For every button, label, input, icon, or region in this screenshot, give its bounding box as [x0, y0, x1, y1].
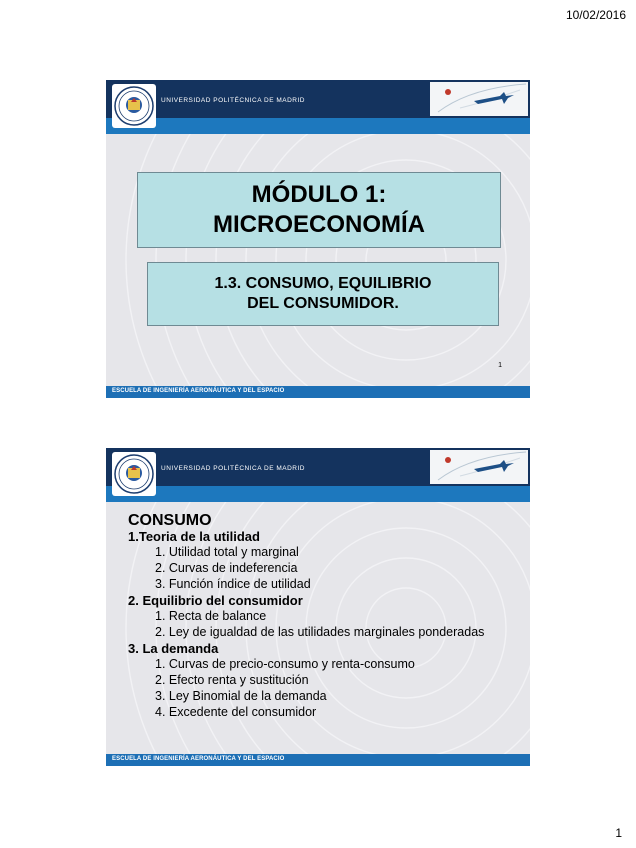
upm-logo-icon — [112, 84, 156, 128]
title-box — [137, 172, 501, 248]
sub-list — [128, 609, 508, 639]
slide-2 — [106, 448, 530, 766]
slide-footer — [106, 754, 530, 766]
slide-number: 1 — [498, 362, 502, 369]
slide-1 — [106, 80, 530, 398]
list-item: 1. Recta de balance — [155, 609, 267, 623]
university-name: UNIVERSIDAD POLITÉCNICA DE MADRID — [161, 465, 305, 472]
list-item: 1. Utilidad total y marginal — [155, 545, 299, 559]
page-date: 10/02/2016 — [565, 8, 626, 22]
list-item: 2. Ley de igualdad de las utilidades marginales ponderadas — [155, 625, 485, 639]
section-title: 1.Teoria de la utilidad — [128, 529, 260, 544]
section-title: 3. La demanda — [128, 641, 219, 656]
airplane-icon — [430, 450, 528, 484]
list-item: 3. Ley Binomial de la demanda — [155, 689, 327, 703]
list-item: 2. Curvas de indeferencia — [155, 561, 298, 575]
slide-content — [128, 512, 508, 721]
slide-footer — [106, 386, 530, 398]
sub-list — [128, 545, 508, 591]
content-heading: CONSUMO — [128, 512, 212, 529]
university-name: UNIVERSIDAD POLITÉCNICA DE MADRID — [161, 97, 305, 104]
page-number: 1 — [615, 826, 622, 840]
header-stripe — [106, 486, 530, 502]
slide-subtitle: 1.3. CONSUMO, EQUILIBRIO DEL CONSUMIDOR. — [214, 275, 432, 312]
school-name: ESCUELA DE INGENIERÍA AERONÁUTICA Y DEL ESPACIO — [112, 756, 285, 762]
section-title: 2. Equilibrio del consumidor — [128, 593, 303, 608]
subtitle-box — [147, 262, 499, 326]
sub-list — [128, 657, 508, 719]
list-item: 2. Efecto renta y sustitución — [155, 673, 309, 687]
school-name: ESCUELA DE INGENIERÍA AERONÁUTICA Y DEL ESPACIO — [112, 388, 285, 394]
list-item: 4. Excedente del consumidor — [155, 705, 317, 719]
list-item: 3. Función índice de utilidad — [155, 577, 311, 591]
header-stripe — [106, 118, 530, 134]
list-item: 1. Curvas de precio-consumo y renta-consumo — [155, 657, 415, 671]
slide-title: MÓDULO 1: MICROECONOMÍA — [213, 181, 425, 238]
airplane-icon — [430, 82, 528, 116]
upm-logo-icon — [112, 452, 156, 496]
